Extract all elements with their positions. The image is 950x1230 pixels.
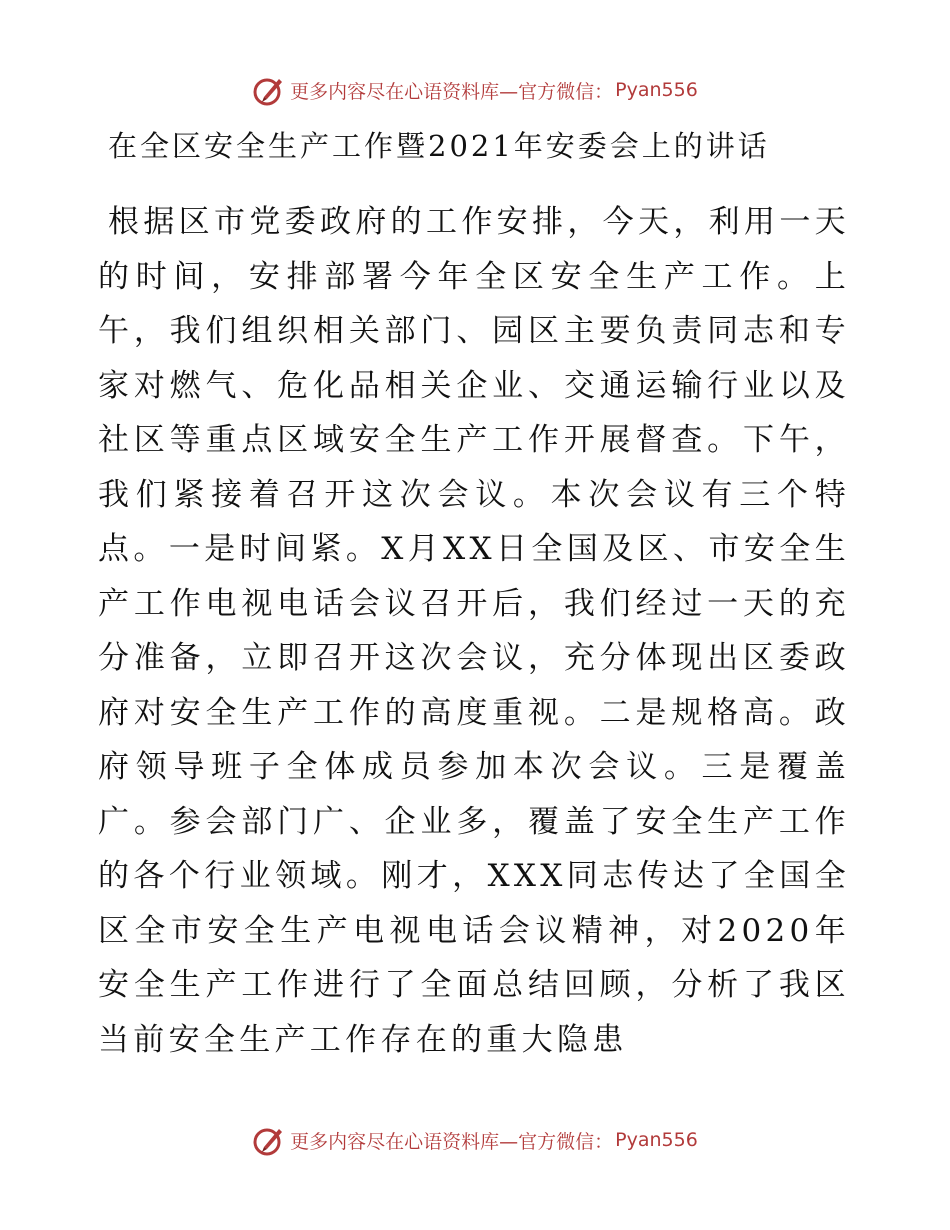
banner-text: 更多内容尽在心语资料库—官方微信： <box>290 1130 614 1153</box>
wechat-id: Pyan556 <box>615 1129 698 1151</box>
quill-circle-icon <box>252 73 286 107</box>
body-paragraph: 根据区市党委政府的工作安排，今天，利用一天的时间，安排部署今年全区安全生产工作。上午，我们组织相关部门、园区主要负责同志和专家对燃气、危化品相关企业、交通运输行业以及社区等重点区域安全生产工作开展督查。下午，我们紧接着召开这次会议。本次会议有三个特点。一是时间紧。X月XX日全国及区、市安全生产工作电视电话会议召开后，我们经过一天的充分准备，立即召开这次会议，充分体现出区委政府对安全生产工作的高度重视。二是规格高。政府领导班子全体成员参加本次会议。三是覆盖广。参会部门广、企业多，覆盖了安全生产工作的各个行业领域。刚才，XXX同志传达了全国全区全市安全生产电视电话会议精神，对2020年安全生产工作进行了全面总结回顾，分析了我区当前安全生产工作存在的重大隐患 <box>98 204 850 1058</box>
banner-text: 更多内容尽在心语资料库—官方微信： <box>290 80 614 103</box>
footer-watermark-banner <box>0 1120 950 1160</box>
quill-circle-icon <box>252 1123 286 1157</box>
document-title: 在全区安全生产工作暨2021年安委会上的讲话 <box>108 129 770 163</box>
wechat-id: Pyan556 <box>615 79 698 101</box>
header-watermark-banner <box>0 70 950 110</box>
